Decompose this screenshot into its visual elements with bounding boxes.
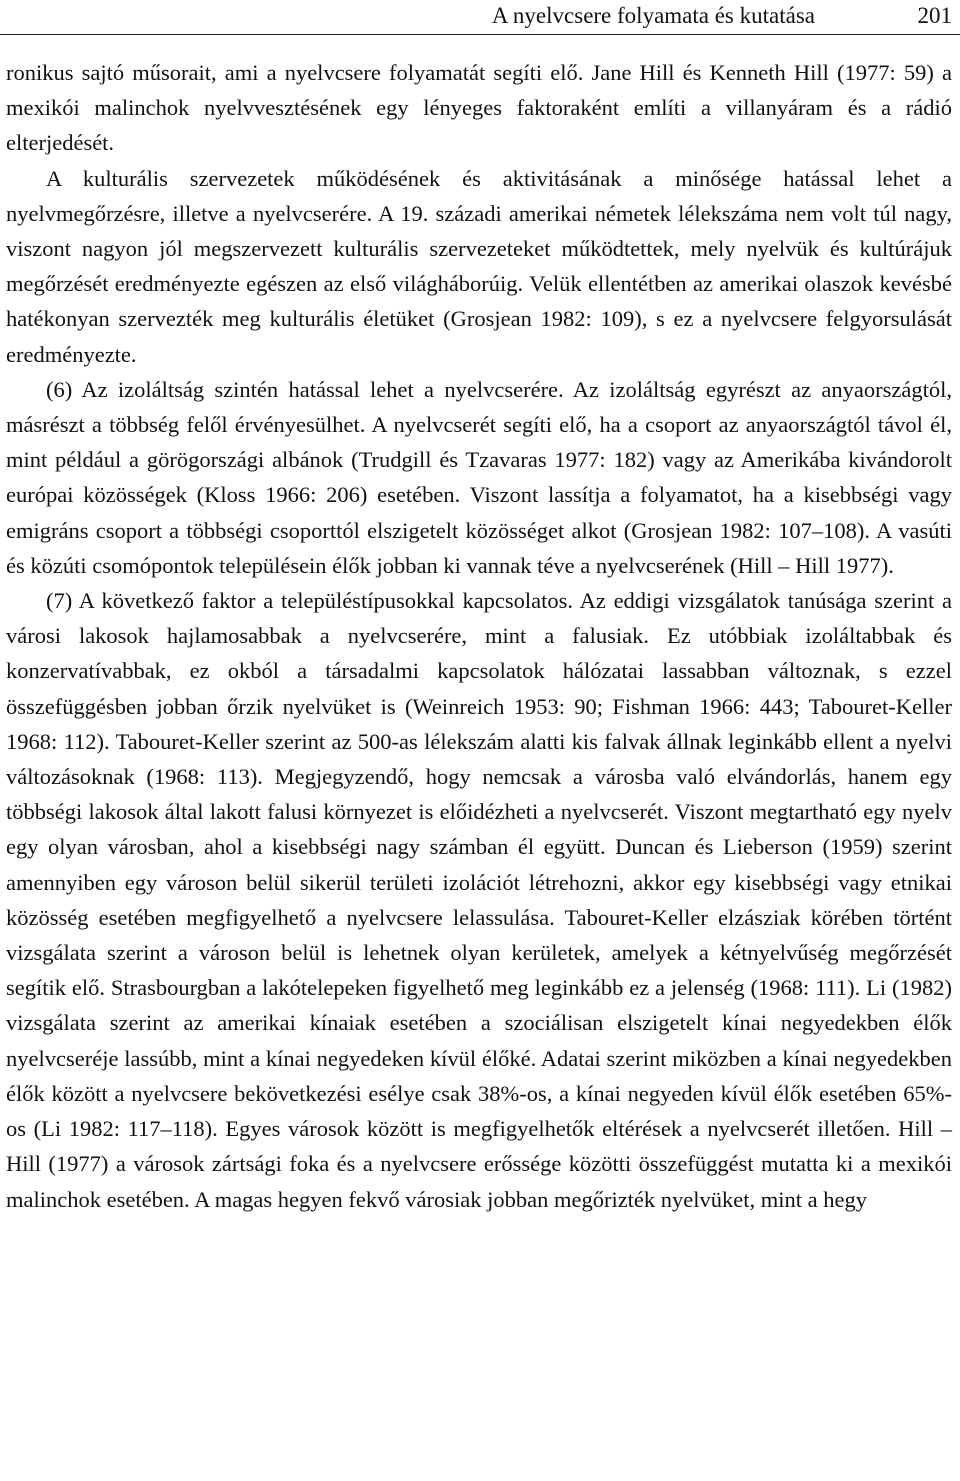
paragraph-isolation: (6) Az izoláltság szintén hatással lehet a nyelvcserére. Az izoláltság egyrészt az anyaországtól, másrészt a többség felől érvényesülhet. A nyelvcserét segíti elő, ha a csoport az anyaországtól távol él, mint például a görögországi albánok (Trudgill és Tzavaras 1977: 182) vagy az Amerikába kivándorolt európai közösségek (Kloss 1966: 206) esetében. Viszont lassítja a folyamatot, ha a kisebbségi vagy emigráns csoport a többségi csoporttól elszigetelt közösséget alkot (Grosjean 1982: 107–108). A vasúti és közúti csomópontok településein élők jobban ki vannak téve a nyelvcserének (Hill – Hill 1977). <box>6 376 952 578</box>
body-text <box>6 55 952 1217</box>
page-header <box>0 0 960 40</box>
paragraph-cultural-organizations: A kulturális szervezetek működésének és aktivitásának a minősége hatással lehet a nyelvmegőrzésre, illetve a nyelvcserére. A 19. századi amerikai németek lélekszáma nem volt túl nagy, viszont nagyon jól megszervezett kulturális szervezeteket működtettek, mely nyelvük és kultúrájuk megőrzését eredményezte egészen az első világháborúig. Velük ellentétben az amerikai olaszok kevésbé hatékonyan szervezték meg kulturális életüket (Grosjean 1982: 109), s ez a nyelvcsere felgyorsulását eredményezte. <box>6 165 952 367</box>
running-title: A nyelvcsere folyamata és kutatása <box>491 3 815 28</box>
header-rule <box>0 34 960 35</box>
paragraph-continuation: ronikus sajtó műsorait, ami a nyelvcsere folyamatát segíti elő. Jane Hill és Kenneth Hill (1977: 59) a mexikói malinchok nyelvvesztésének egy lényeges faktoraként említi a villanyáram és a rádió elterjedését. <box>6 60 952 156</box>
paragraph-settlement-types: (7) A következő faktor a településtípusokkal kapcsolatos. Az eddigi vizsgálatok tanúsága szerint a városi lakosok hajlamosabbak a nyelvcserére, mint a falusiak. Ez utóbbiak izoláltabbak és konzervatívabbak, ez okból a társadalmi kapcsolatok hálózatai lassabban változnak, s ezzel összefüggésben jobban őrzik nyelvüket is (Weinreich 1953: 90; Fishman 1966: 443; Tabouret-Keller 1968: 112). Tabouret-Keller szerint az 500-as lélekszám alatti kis falvak állnak leginkább ellent a nyelvi változásoknak (1968: 113). Megjegyzendő, hogy nemcsak a városba való elvándorlás, hanem egy többségi lakosok által lakott falusi környezet is előidézheti a nyelvcserét. Viszont megtartható egy nyelv egy olyan városban, ahol a kisebbségi nagy számban él együtt. Duncan és Lieberson (1959) szerint amennyiben egy városon belül sikerül területi izolációt létrehozni, akkor egy kisebbségi vagy etnikai közösség esetében megfigyelhető a nyelvcsere lelassulása. Tabouret-Keller elzásziak körében történt vizsgálata szerint a városon belül is lehetnek olyan kerületek, amelyek a kétnyelvűség megőrzését segítik elő. Strasbourgban a lakótelepeken figyelhető meg leginkább ez a jelenség (1968: 111). Li (1982) vizsgálata szerint az amerikai kínaiak esetében a szociálisan elszigetelt kínai negyedekben élők nyelvcseréje lassúbb, mint a kínai negyedeken kívül élőké. Adatai szerint miközben a kínai negyedekben élők között a nyelvcsere bekövetkezési esélye csak 38%-os, a kínai negyeden kívül élők esetében 65%-os (Li 1982: 117–118). Egyes városok között is megfigyelhetők eltérések a nyelvcserét illetően. Hill – Hill (1977) a városok zártsági foka és a nyelvcsere erőssége közötti összefüggést mutatta ki a mexikói malinchok esetében. A magas hegyen fekvő városiak jobban megőrizték nyelvüket, mint a hegy <box>6 588 952 1212</box>
page-number: 201 <box>917 3 952 28</box>
